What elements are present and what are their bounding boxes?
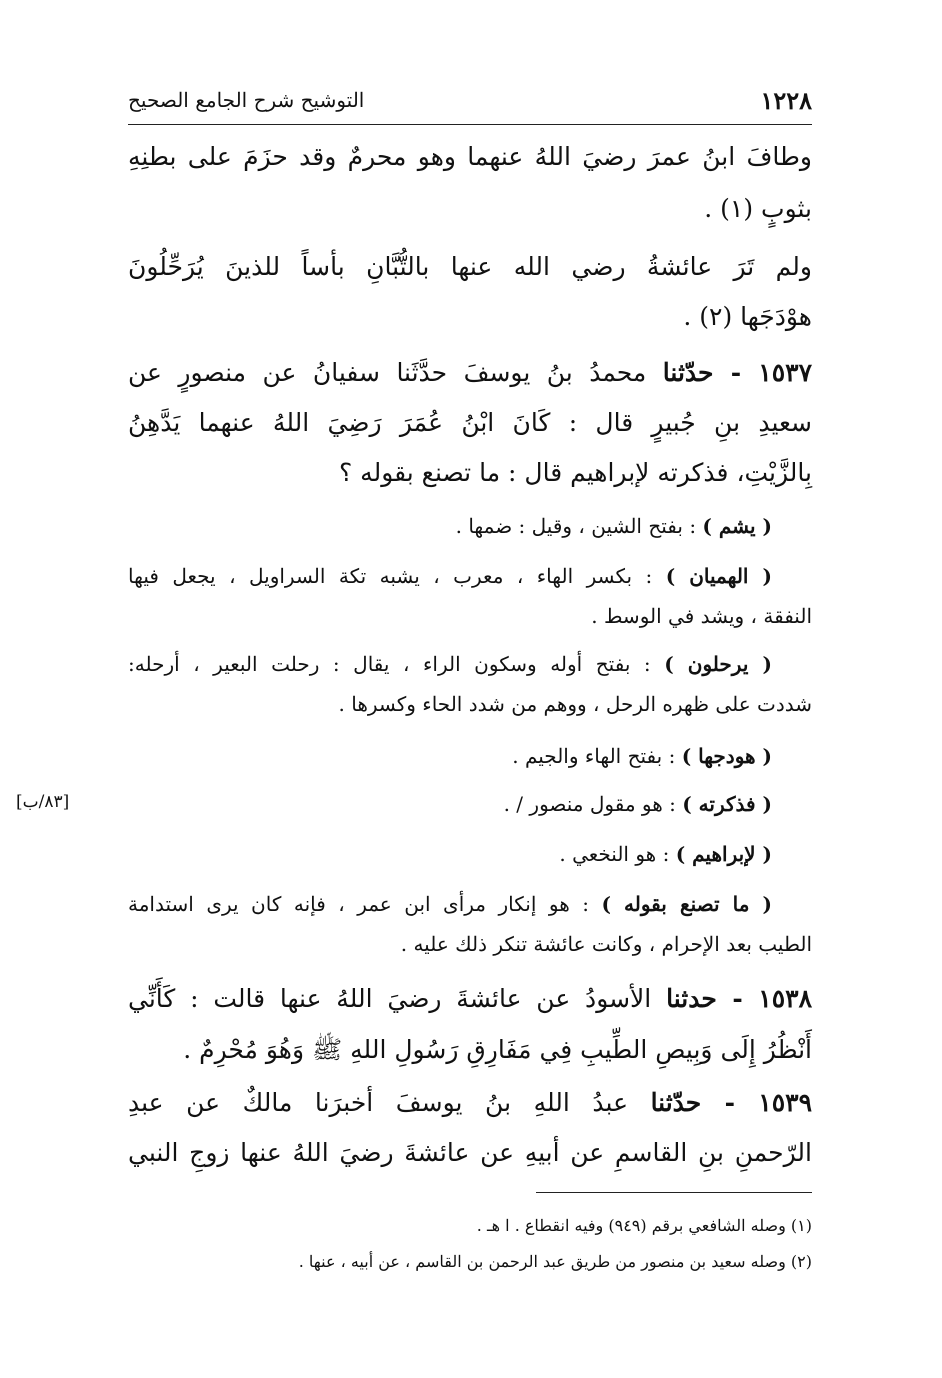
commentary-note: ( لإبراهيم ) : هو النخعي . xyxy=(559,842,772,866)
note-term: ( يرحلون ) xyxy=(664,652,772,676)
commentary-note-line: شددت على ظهره الرحل ، ووهم من شدد الحاء وكسرها . xyxy=(338,692,812,716)
paragraph-line: وطافَ ابنُ عمرَ رضيَ اللهُ عنهما وهو محرمٌ وقد حزَمَ على بطنِهِ xyxy=(128,142,812,171)
book-page xyxy=(16,0,813,1378)
running-title: التوشيح شرح الجامع الصحيح xyxy=(128,88,365,112)
commentary-note: ( يرحلون ) : بفتح أوله وسكون الراء ، يقال : رحلت البعير ، أرحله: xyxy=(128,652,772,676)
hadith-number: ١٥٣٧ - حدّثنا xyxy=(662,358,813,387)
hadith-number: ١٥٣٨ - حدثنا xyxy=(666,984,812,1013)
paragraph-line: ولم تَرَ عائشةُ رضي الله عنها بالتُّبَّانِ بأساً للذينَ يُرَحِّلُونَ xyxy=(128,252,812,281)
note-term: ( هودجها ) xyxy=(681,744,772,768)
hadith-number: ١٥٣٩ - حدّثنا xyxy=(650,1088,812,1117)
commentary-note: ( الهميان ) : بكسر الهاء ، معرب ، يشبه تكة السراويل ، يجعل فيها xyxy=(128,564,773,588)
footnote-separator xyxy=(536,1192,812,1193)
page-header xyxy=(128,84,812,120)
commentary-note: ( هودجها ) : بفتح الهاء والجيم . xyxy=(512,744,772,768)
page-number: ١٢٢٨ xyxy=(760,86,812,115)
commentary-note: ( ما تصنع بقوله ) : هو إنكار مرأى ابن عمر ، فإنه كان يرى استدامة xyxy=(128,892,772,916)
footnote: (١) وصله الشافعي برقم (٩٤٩) وفيه انقطاع . ا هـ . xyxy=(476,1216,812,1235)
header-rule xyxy=(128,124,812,125)
hadith-1538-line: أَنْظُرُ إِلَى وَبِيصِ الطِّيبِ فِي مَفَارِقِ رَسُولِ اللهِ ﷺ وَهُوَ مُحْرِمٌ . xyxy=(183,1035,812,1064)
hadith-1537-line: بِالزَّيْتِ، فذكرته لإبراهيم قال : ما تصنع بقوله ؟ xyxy=(338,458,812,487)
hadith-1539-line: الرّحمنِ بنِ القاسمِ عن أبيهِ عن عائشةَ رضيَ اللهُ عنها زوجِ النبي xyxy=(128,1138,812,1167)
manuscript-folio-marker: [٨٣/ب] xyxy=(16,792,70,812)
paragraph-line: بثوبٍ (١) . xyxy=(704,194,812,223)
commentary-note-line: الطيب بعد الإحرام ، وكانت عائشة تنكر ذلك عليه . xyxy=(400,932,812,956)
commentary-note: ( يشم ) : بفتح الشين ، وقيل : ضمها . xyxy=(455,514,772,538)
note-term: ( فذكرته ) xyxy=(682,792,772,816)
paragraph-line: هوْدَجَها (٢) . xyxy=(683,302,812,331)
note-term: ( ما تصنع بقوله ) xyxy=(601,892,772,916)
hadith-1537-line: سعيدِ بنِ جُبيرٍ قال : كَانَ ابْنُ عُمَرَ رَضِيَ اللهُ عنهما يَدَّهِنُ xyxy=(128,408,812,437)
footnote: (٢) وصله سعيد بن منصور من طريق عبد الرحمن بن القاسم ، عن أبيه ، عنها . xyxy=(298,1252,812,1271)
note-term: ( الهميان ) xyxy=(665,564,773,588)
note-term: ( يشم ) xyxy=(702,514,772,538)
commentary-note: ( فذكرته ) : هو مقول منصور / . xyxy=(503,792,772,816)
commentary-note-line: النفقة ، ويشد في الوسط . xyxy=(591,604,812,628)
hadith-1538-line: ١٥٣٨ - حدثنا الأسودُ عن عائشةَ رضيَ اللهُ عنها قالت : كَأَنِّي xyxy=(128,984,812,1013)
hadith-1537-line: ١٥٣٧ - حدّثنا محمدُ بنُ يوسفَ حدَّثَنا سفيانُ عن منصورٍ عن xyxy=(128,358,813,387)
hadith-1539-line: ١٥٣٩ - حدّثنا عبدُ اللهِ بنُ يوسفَ أخبرَنا مالكٌ عن عبدِ xyxy=(128,1088,812,1117)
note-term: ( لإبراهيم ) xyxy=(675,842,772,866)
